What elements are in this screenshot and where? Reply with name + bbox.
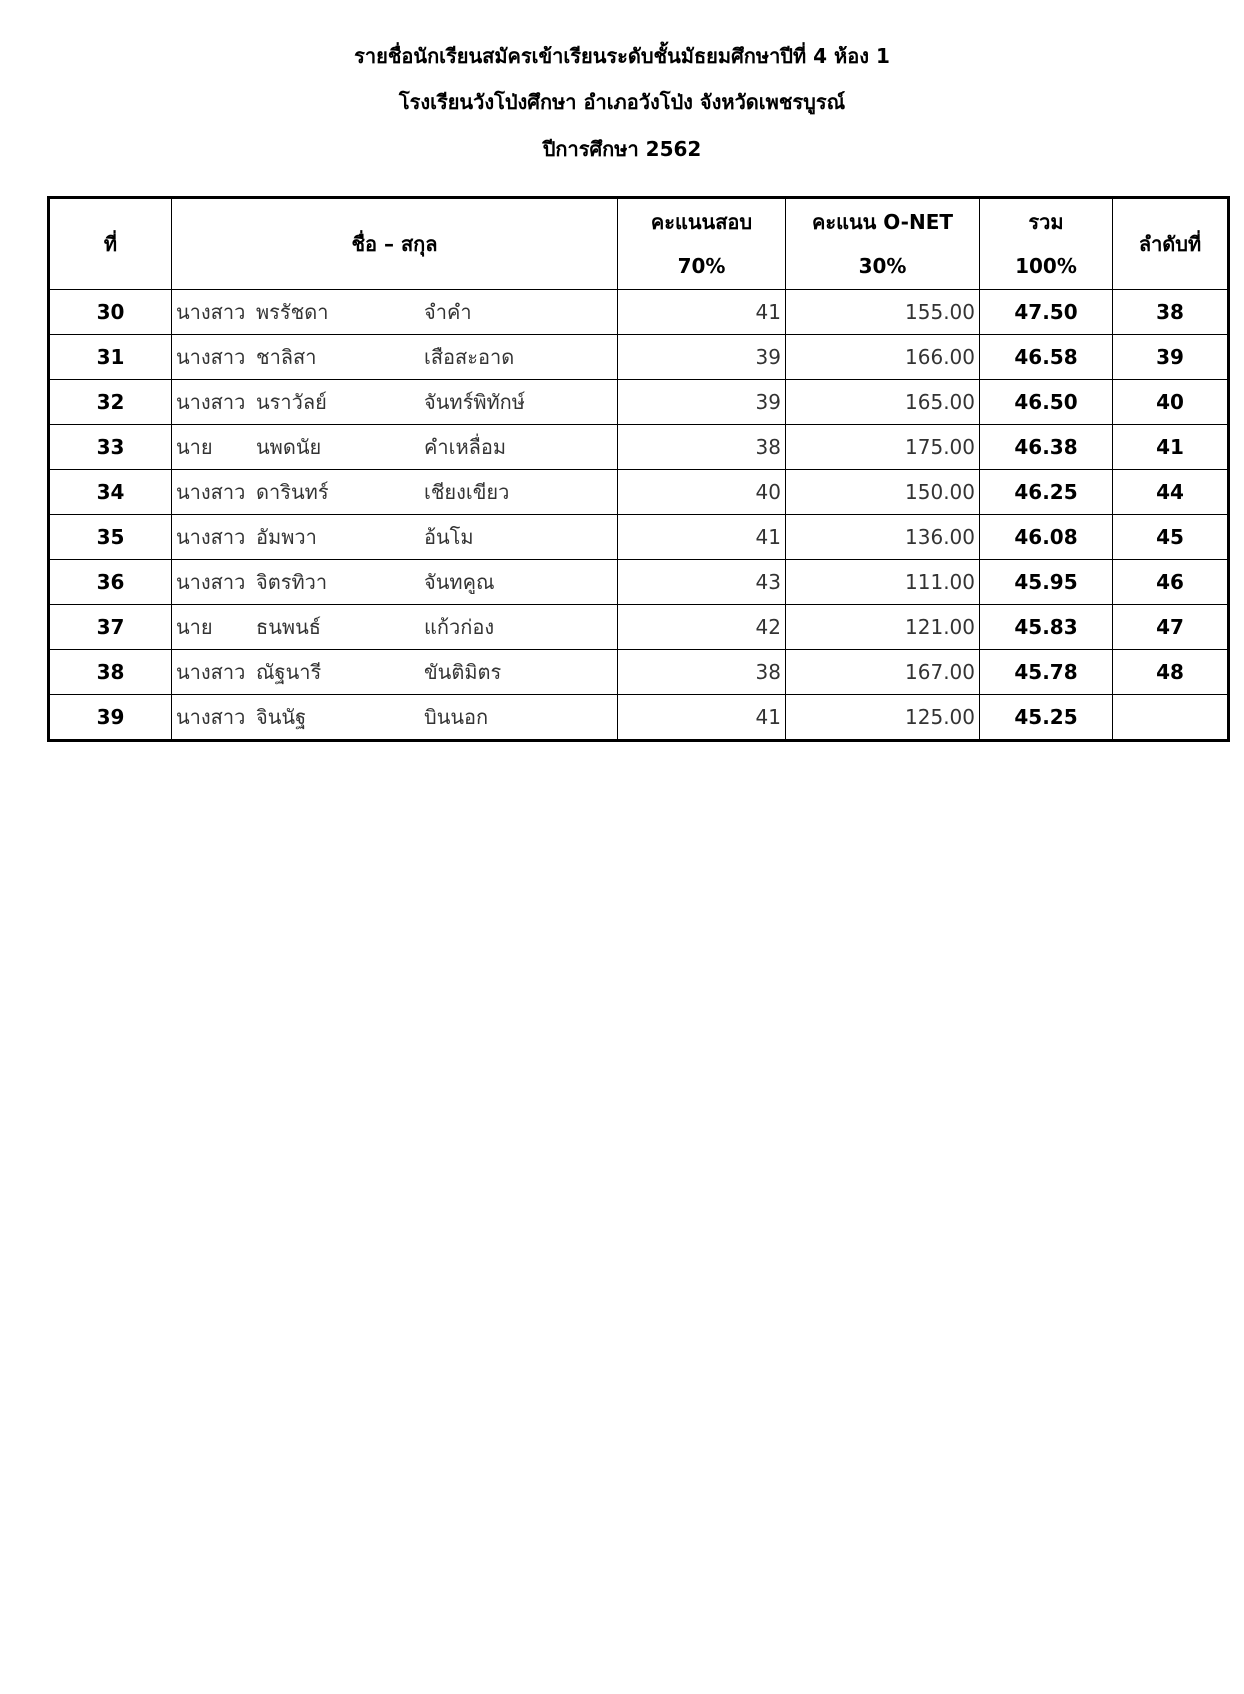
cell-no: 30 bbox=[49, 290, 172, 335]
cell-exam: 41 bbox=[618, 695, 786, 741]
cell-total: 46.50 bbox=[980, 380, 1113, 425]
cell-name bbox=[172, 695, 618, 741]
first-name: ณัฐนารี bbox=[256, 660, 322, 684]
name-prefix: นางสาว bbox=[176, 390, 246, 414]
name-prefix: นางสาว bbox=[176, 345, 246, 369]
table-row bbox=[49, 515, 1229, 560]
cell-onet: 136.00 bbox=[786, 515, 980, 560]
first-name: นพดนัย bbox=[256, 435, 322, 459]
title-line-2: โรงเรียนวังโป่งศึกษา อำเภอวังโป่ง จังหวัดเพชรบูรณ์ bbox=[398, 90, 846, 114]
table-row bbox=[49, 470, 1229, 515]
cell-exam: 41 bbox=[618, 515, 786, 560]
cell-exam: 43 bbox=[618, 560, 786, 605]
cell-onet: 150.00 bbox=[786, 470, 980, 515]
cell-total: 46.08 bbox=[980, 515, 1113, 560]
title-line-1: รายชื่อนักเรียนสมัครเข้าเรียนระดับชั้นมัธยมศึกษาปีที่ 4 ห้อง 1 bbox=[354, 44, 890, 68]
header-onet bbox=[786, 198, 980, 290]
name-prefix: นางสาว bbox=[176, 525, 246, 549]
table-row bbox=[49, 560, 1229, 605]
cell-total: 46.25 bbox=[980, 470, 1113, 515]
cell-name bbox=[172, 470, 618, 515]
cell-exam: 38 bbox=[618, 650, 786, 695]
name-prefix: นางสาว bbox=[176, 705, 246, 729]
header-name: ชื่อ – สกุล bbox=[172, 198, 618, 290]
header-no: ที่ bbox=[49, 198, 172, 290]
cell-onet: 121.00 bbox=[786, 605, 980, 650]
cell-no: 31 bbox=[49, 335, 172, 380]
cell-exam: 41 bbox=[618, 290, 786, 335]
cell-no: 34 bbox=[49, 470, 172, 515]
header-onet-label: คะแนน O-NET bbox=[811, 210, 954, 234]
header-rank: ลำดับที่ bbox=[1113, 198, 1229, 290]
cell-rank: 47 bbox=[1113, 605, 1229, 650]
title-line-3: ปีการศึกษา 2562 bbox=[542, 137, 702, 161]
name-prefix: นาย bbox=[176, 435, 213, 459]
cell-no: 35 bbox=[49, 515, 172, 560]
score-table bbox=[47, 196, 1230, 742]
first-name: จินนัฐ bbox=[256, 705, 307, 729]
first-name: พรรัชดา bbox=[256, 300, 329, 324]
header-exam bbox=[618, 198, 786, 290]
cell-no: 36 bbox=[49, 560, 172, 605]
last-name: เสือสะอาด bbox=[424, 345, 515, 369]
cell-exam: 39 bbox=[618, 335, 786, 380]
cell-name bbox=[172, 380, 618, 425]
table-row bbox=[49, 695, 1229, 741]
table-row bbox=[49, 290, 1229, 335]
first-name: ดารินทร์ bbox=[256, 480, 329, 504]
cell-rank: 46 bbox=[1113, 560, 1229, 605]
cell-onet: 166.00 bbox=[786, 335, 980, 380]
header-exam-label: คะแนนสอบ bbox=[650, 210, 753, 234]
cell-total: 46.38 bbox=[980, 425, 1113, 470]
name-prefix: นางสาว bbox=[176, 570, 246, 594]
last-name: บินนอก bbox=[424, 705, 489, 729]
cell-rank: 48 bbox=[1113, 650, 1229, 695]
cell-total: 46.58 bbox=[980, 335, 1113, 380]
header-total-label: รวม bbox=[1028, 210, 1064, 234]
cell-exam: 42 bbox=[618, 605, 786, 650]
cell-rank: 38 bbox=[1113, 290, 1229, 335]
table-header bbox=[49, 198, 1229, 290]
last-name: อ้นโม bbox=[424, 525, 474, 549]
cell-rank: 44 bbox=[1113, 470, 1229, 515]
cell-no: 39 bbox=[49, 695, 172, 741]
cell-total: 45.95 bbox=[980, 560, 1113, 605]
header-total-pct: 100% bbox=[1015, 254, 1077, 278]
name-prefix: นางสาว bbox=[176, 660, 246, 684]
cell-exam: 39 bbox=[618, 380, 786, 425]
last-name: เชียงเขียว bbox=[424, 480, 510, 504]
cell-rank: 39 bbox=[1113, 335, 1229, 380]
cell-onet: 155.00 bbox=[786, 290, 980, 335]
table-row bbox=[49, 380, 1229, 425]
first-name: ธนพนธ์ bbox=[256, 615, 321, 639]
cell-name bbox=[172, 560, 618, 605]
cell-onet: 125.00 bbox=[786, 695, 980, 741]
first-name: นราวัลย์ bbox=[256, 390, 327, 414]
cell-onet: 111.00 bbox=[786, 560, 980, 605]
cell-rank: 41 bbox=[1113, 425, 1229, 470]
last-name: แก้วก่อง bbox=[424, 615, 495, 639]
cell-onet: 167.00 bbox=[786, 650, 980, 695]
cell-name bbox=[172, 425, 618, 470]
first-name: จิตรทิวา bbox=[256, 570, 328, 594]
cell-name bbox=[172, 335, 618, 380]
name-prefix: นาย bbox=[176, 615, 213, 639]
first-name: อัมพวา bbox=[256, 525, 317, 549]
name-prefix: นางสาว bbox=[176, 300, 246, 324]
first-name: ชาลิสา bbox=[256, 345, 317, 369]
cell-exam: 40 bbox=[618, 470, 786, 515]
cell-name bbox=[172, 605, 618, 650]
cell-total: 47.50 bbox=[980, 290, 1113, 335]
table-row bbox=[49, 650, 1229, 695]
cell-total: 45.25 bbox=[980, 695, 1113, 741]
last-name: ขันติมิตร bbox=[424, 660, 502, 684]
header-exam-pct: 70% bbox=[677, 254, 726, 278]
table-row bbox=[49, 335, 1229, 380]
cell-name bbox=[172, 290, 618, 335]
cell-no: 33 bbox=[49, 425, 172, 470]
last-name: จำคำ bbox=[424, 300, 472, 324]
cell-total: 45.78 bbox=[980, 650, 1113, 695]
cell-onet: 175.00 bbox=[786, 425, 980, 470]
cell-rank: 40 bbox=[1113, 380, 1229, 425]
table-row bbox=[49, 605, 1229, 650]
cell-exam: 38 bbox=[618, 425, 786, 470]
header-onet-pct: 30% bbox=[858, 254, 907, 278]
last-name: จันทคูณ bbox=[424, 570, 495, 594]
last-name: จันทร์พิทักษ์ bbox=[424, 390, 525, 414]
cell-no: 37 bbox=[49, 605, 172, 650]
cell-rank: 45 bbox=[1113, 515, 1229, 560]
header-total bbox=[980, 198, 1113, 290]
cell-no: 38 bbox=[49, 650, 172, 695]
last-name: คำเหลื่อม bbox=[424, 435, 507, 459]
cell-rank bbox=[1113, 695, 1229, 741]
cell-onet: 165.00 bbox=[786, 380, 980, 425]
table-row bbox=[49, 425, 1229, 470]
cell-total: 45.83 bbox=[980, 605, 1113, 650]
cell-name bbox=[172, 650, 618, 695]
name-prefix: นางสาว bbox=[176, 480, 246, 504]
cell-no: 32 bbox=[49, 380, 172, 425]
cell-name bbox=[172, 515, 618, 560]
